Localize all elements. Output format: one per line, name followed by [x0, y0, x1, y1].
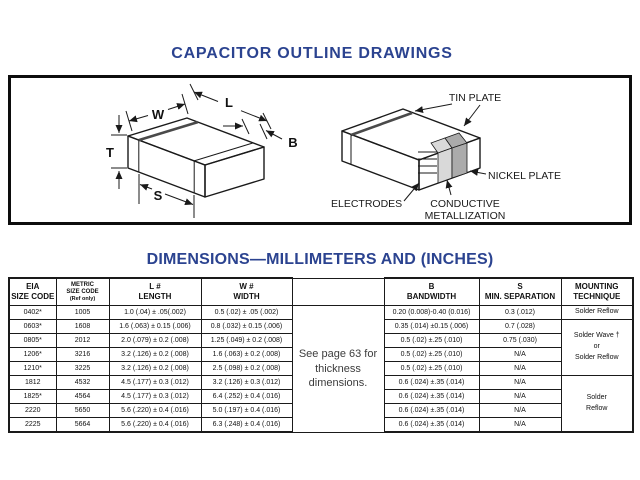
cell-separation: N/A — [479, 376, 561, 390]
cell-metric: 5650 — [56, 404, 109, 418]
header-separation-line2: MIN. SEPARATION — [484, 292, 556, 301]
cell-length: 5.6 (.220) ± 0.4 (.016) — [109, 418, 201, 433]
separation-dimension — [139, 174, 194, 218]
cell-metric: 1005 — [56, 306, 109, 320]
header-eia-line1: EIA — [26, 282, 40, 292]
cell-separation: N/A — [479, 348, 561, 362]
conductive-label-line2: METALLIZATION — [424, 210, 506, 222]
thickness-dimension — [106, 115, 127, 189]
header-eia — [9, 278, 56, 306]
cell-width: 1.6 (.063) ± 0.2 (.008) — [201, 348, 292, 362]
cell-length: 3.2 (.126) ± 0.2 (.008) — [109, 362, 201, 376]
length-dimension — [190, 84, 271, 129]
header-width-line1: W # — [239, 282, 254, 292]
table-row — [9, 306, 633, 320]
conductive-metallization-callout — [425, 180, 506, 222]
mounting-line1: Solder — [586, 393, 607, 401]
capacitor-dimension-drawing — [95, 80, 310, 220]
page-title: CAPACITOR OUTLINE DRAWINGS — [171, 45, 453, 62]
cell-metric: 4532 — [56, 376, 109, 390]
header-mounting — [561, 278, 633, 306]
cell-width: 0.8 (.032) ± 0.15 (.006) — [201, 320, 292, 334]
nickel-plate-callout — [470, 170, 561, 182]
cell-width: 0.5 (.02) ± .05 (.002) — [201, 306, 292, 320]
cell-length: 5.6 (.220) ± 0.4 (.016) — [109, 404, 201, 418]
tin-plate-label: TIN PLATE — [448, 92, 502, 104]
cell-separation: 0.7 (.028) — [479, 320, 561, 334]
header-mounting-line2: TECHNIQUE — [573, 292, 621, 301]
width-label: W — [151, 107, 165, 122]
cell-metric: 3216 — [56, 348, 109, 362]
header-bandwidth — [384, 278, 479, 306]
header-separation — [479, 278, 561, 306]
chip-body — [128, 118, 264, 197]
cell-mounting — [561, 306, 633, 320]
header-metric-line1: METRIC — [71, 281, 94, 288]
cell-metric: 2012 — [56, 334, 109, 348]
header-mounting-line1: MOUNTING — [574, 282, 619, 292]
cell-width: 5.0 (.197) ± 0.4 (.016) — [201, 404, 292, 418]
cell-separation: N/A — [479, 390, 561, 404]
cell-separation: 0.75 (.030) — [479, 334, 561, 348]
header-row — [9, 278, 633, 306]
cell-bandwidth: 0.6 (.024) ±.35 (.014) — [384, 376, 479, 390]
cell-separation: 0.3 (.012) — [479, 306, 561, 320]
cell-bandwidth: 0.6 (.024) ±.35 (.014) — [384, 390, 479, 404]
bandwidth-label: B — [288, 135, 298, 150]
header-metric — [56, 278, 109, 306]
cell-length: 3.2 (.126) ± 0.2 (.008) — [109, 348, 201, 362]
cell-width: 3.2 (.126) ± 0.3 (.012) — [201, 376, 292, 390]
cell-width: 6.3 (.248) ± 0.4 (.016) — [201, 418, 292, 433]
cell-eia: 1812 — [9, 376, 56, 390]
separation-label: S — [153, 188, 163, 203]
cell-eia: 2225 — [9, 418, 56, 433]
cell-width: 6.4 (.252) ± 0.4 (.016) — [201, 390, 292, 404]
thickness-label: T — [106, 145, 114, 160]
width-dimension — [126, 94, 188, 131]
thickness-note-cell — [292, 306, 384, 433]
cell-width: 1.25 (.049) ± 0.2 (.008) — [201, 334, 292, 348]
spacer-header — [292, 278, 384, 306]
cell-bandwidth: 0.6 (.024) ±.35 (.014) — [384, 404, 479, 418]
cell-eia: 0402* — [9, 306, 56, 320]
tin-strip-side — [438, 148, 452, 183]
left-termination-band — [139, 122, 198, 140]
cell-mounting — [561, 376, 633, 433]
header-bandwidth-line2: BANDWIDTH — [406, 292, 457, 301]
cell-separation: N/A — [479, 362, 561, 376]
capacitor-construction-drawing — [330, 80, 630, 222]
cell-mounting — [561, 320, 633, 376]
cell-bandwidth: 0.6 (.024) ±.35 (.014) — [384, 418, 479, 433]
mounting-line2: or — [593, 343, 600, 351]
cell-eia: 1825* — [9, 390, 56, 404]
nickel-strip-side — [452, 143, 467, 178]
electrodes-callout — [331, 183, 419, 210]
header-bandwidth-line1: B — [428, 282, 435, 292]
dimensions-table — [8, 277, 634, 433]
header-length-line2: LENGTH — [138, 292, 172, 301]
cell-eia: 0805* — [9, 334, 56, 348]
cell-eia: 2220 — [9, 404, 56, 418]
header-separation-line1: S — [517, 282, 523, 292]
cell-separation: N/A — [479, 418, 561, 433]
header-length — [109, 278, 201, 306]
cell-width: 2.5 (.098) ± 0.2 (.008) — [201, 362, 292, 376]
mounting-line3: Solder Reflow — [574, 353, 619, 361]
cell-length: 2.0 (.079) ± 0.2 (.008) — [109, 334, 201, 348]
cell-metric: 3225 — [56, 362, 109, 376]
cell-eia: 1210* — [9, 362, 56, 376]
cell-bandwidth: 0.5 (.02) ±.25 (.010) — [384, 348, 479, 362]
conductive-label-line1: CONDUCTIVE — [430, 198, 500, 210]
right-termination-band — [194, 143, 253, 161]
thickness-note: See page 63 for thickness dimensions. — [298, 348, 378, 389]
header-length-line1: L # — [149, 282, 161, 292]
chip-body — [342, 109, 480, 190]
cell-length: 1.0 (.04) ± .05(.002) — [109, 306, 201, 320]
header-metric-line2: SIZE CODE — [66, 288, 99, 295]
cell-metric: 4564 — [56, 390, 109, 404]
cell-eia: 0603* — [9, 320, 56, 334]
drawing-box — [8, 75, 632, 225]
cell-length: 4.5 (.177) ± 0.3 (.012) — [109, 390, 201, 404]
cell-bandwidth: 0.5 (.02) ±.25 (.010) — [384, 362, 479, 376]
cell-metric: 5664 — [56, 418, 109, 433]
cell-bandwidth: 0.20 (0.008)-0.40 (0.016) — [384, 306, 479, 320]
length-label: L — [225, 95, 233, 110]
tin-plate-callout — [415, 92, 501, 126]
cell-bandwidth: 0.5 (.02) ±.25 (.010) — [384, 334, 479, 348]
cell-length: 4.5 (.177) ± 0.3 (.012) — [109, 376, 201, 390]
header-width-line2: WIDTH — [233, 292, 260, 301]
cell-metric: 1608 — [56, 320, 109, 334]
cell-length: 1.6 (.063) ± 0.15 (.006) — [109, 320, 201, 334]
nickel-plate-label: NICKEL PLATE — [488, 170, 561, 182]
dimensions-title: DIMENSIONS—MILLIMETERS AND (INCHES) — [146, 251, 494, 268]
cell-separation: N/A — [479, 404, 561, 418]
mounting-line1: Solder Reflow — [574, 308, 619, 316]
cell-eia: 1206* — [9, 348, 56, 362]
mounting-line1: Solder Wave † — [573, 332, 620, 340]
cell-bandwidth: 0.35 (.014) ±0.15 (.006) — [384, 320, 479, 334]
header-eia-line2: SIZE CODE — [11, 292, 55, 301]
header-metric-line3: (Ref only) — [69, 295, 96, 302]
header-width — [201, 278, 292, 306]
electrodes-label: ELECTRODES — [331, 198, 403, 210]
mounting-line2: Reflow — [586, 404, 608, 412]
